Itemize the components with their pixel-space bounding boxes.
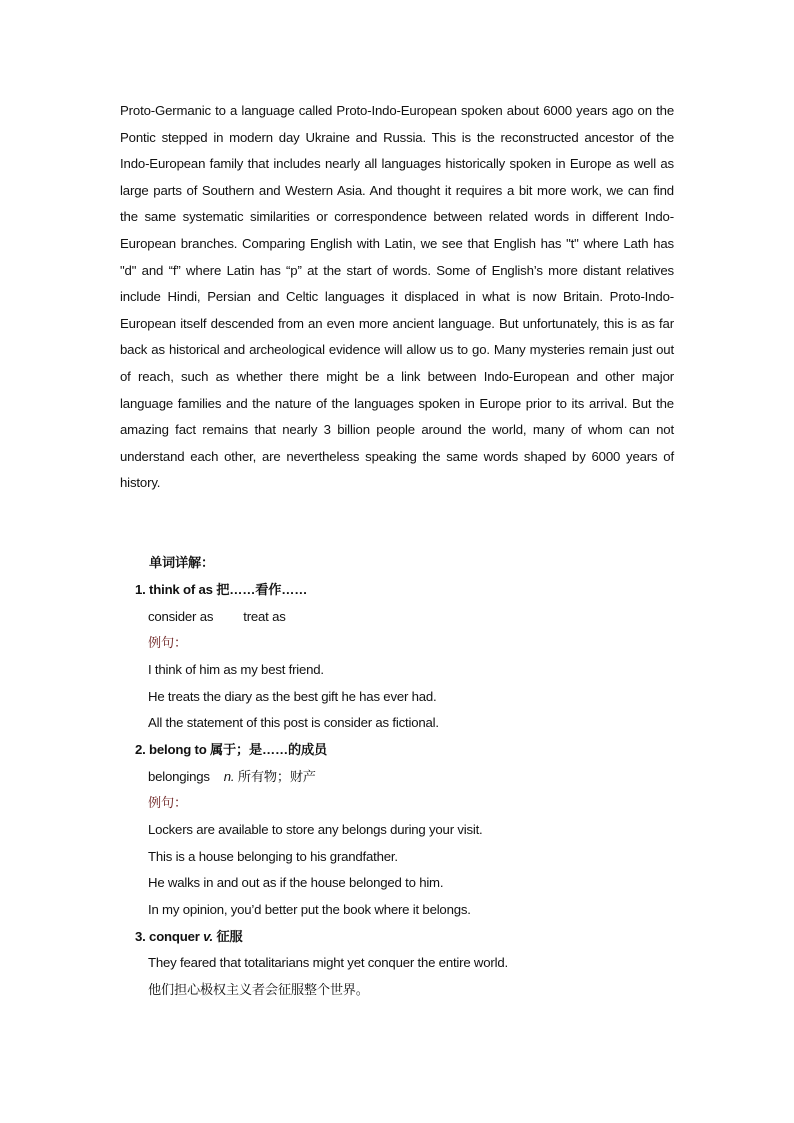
derived-pos: n. (223, 769, 235, 784)
synonym-treat-as: treat as (243, 609, 286, 624)
entry-3-example-2: 他们担心极权主义者会征服整个世界。 (148, 982, 369, 997)
body-paragraph: Proto-Germanic to a language called Proto-Indo-European spoken about 6000 years ago on the Pontic stepped in modern day Ukraine and Russia. This is the reconstructed ancestor of the Indo-European family that includes nearly all languages historically spoken in Europe as well as large parts of Southern and Western Asia. And thought it requires a bit more work, we can find the same systematic similarities or correspondence between related words in different Indo-European branches. Comparing English with Latin, we see that English has "t" where Lath has "d" and “f” where Latin has “p” at the start of words. Some of English’s more distant relatives include Hindi, Persian and Celtic languages it displaced in what is now Britain. Proto-Indo-European itself descended from an even more ancient language. But unfortunately, this is as far back as historical and archeological evidence will allow us to go. Many mysteries remain just out of reach, such as whether there might be a link between Indo-European and other major language families and the nature of the languages spoken in Europe prior to its arrival. But the amazing fact remains that nearly 3 billion people around the world, many of whom can not understand each other, are nevertheless speaking the same words shaped by 6000 years of history. (120, 103, 674, 491)
synonym-consider-as: consider as (148, 609, 214, 624)
entry-3-word: 3. conquer (135, 929, 200, 944)
entry-2-example-1: Lockers are available to store any belongs during your visit. (148, 822, 483, 837)
derived-meaning: 所有物；财产 (237, 769, 316, 784)
entry-1-example-2: He treats the diary as the best gift he has ever had. (148, 689, 437, 704)
entry-2-example-4: In my opinion, you’d better put the book where it belongs. (148, 902, 471, 917)
entry-1-example-3: All the statement of this post is consider as fictional. (148, 715, 439, 730)
entry-2-example-label: 例句： (148, 795, 187, 810)
vocab-heading: 单词详解： (149, 555, 214, 570)
entry-3-title (135, 928, 242, 946)
entry-1-title: 1. think of as 把……看作…… (135, 582, 308, 597)
entry-2-title: 2. belong to 属于；是……的成员 (135, 742, 327, 757)
entry-3-meaning: 征服 (216, 929, 243, 944)
entry-2-example-2: This is a house belonging to his grandfather. (148, 849, 398, 864)
entry-1-synonyms (148, 608, 286, 626)
entry-3-example-1: They feared that totalitarians might yet conquer the entire world. (148, 955, 508, 970)
derived-word: belongings (148, 769, 210, 784)
entry-2-derived (148, 768, 316, 786)
entry-2-example-3: He walks in and out as if the house belonged to him. (148, 875, 444, 890)
entry-1-example-label: 例句： (148, 635, 187, 650)
entry-3-pos: v. (203, 929, 214, 944)
entry-1-example-1: I think of him as my best friend. (148, 662, 324, 677)
